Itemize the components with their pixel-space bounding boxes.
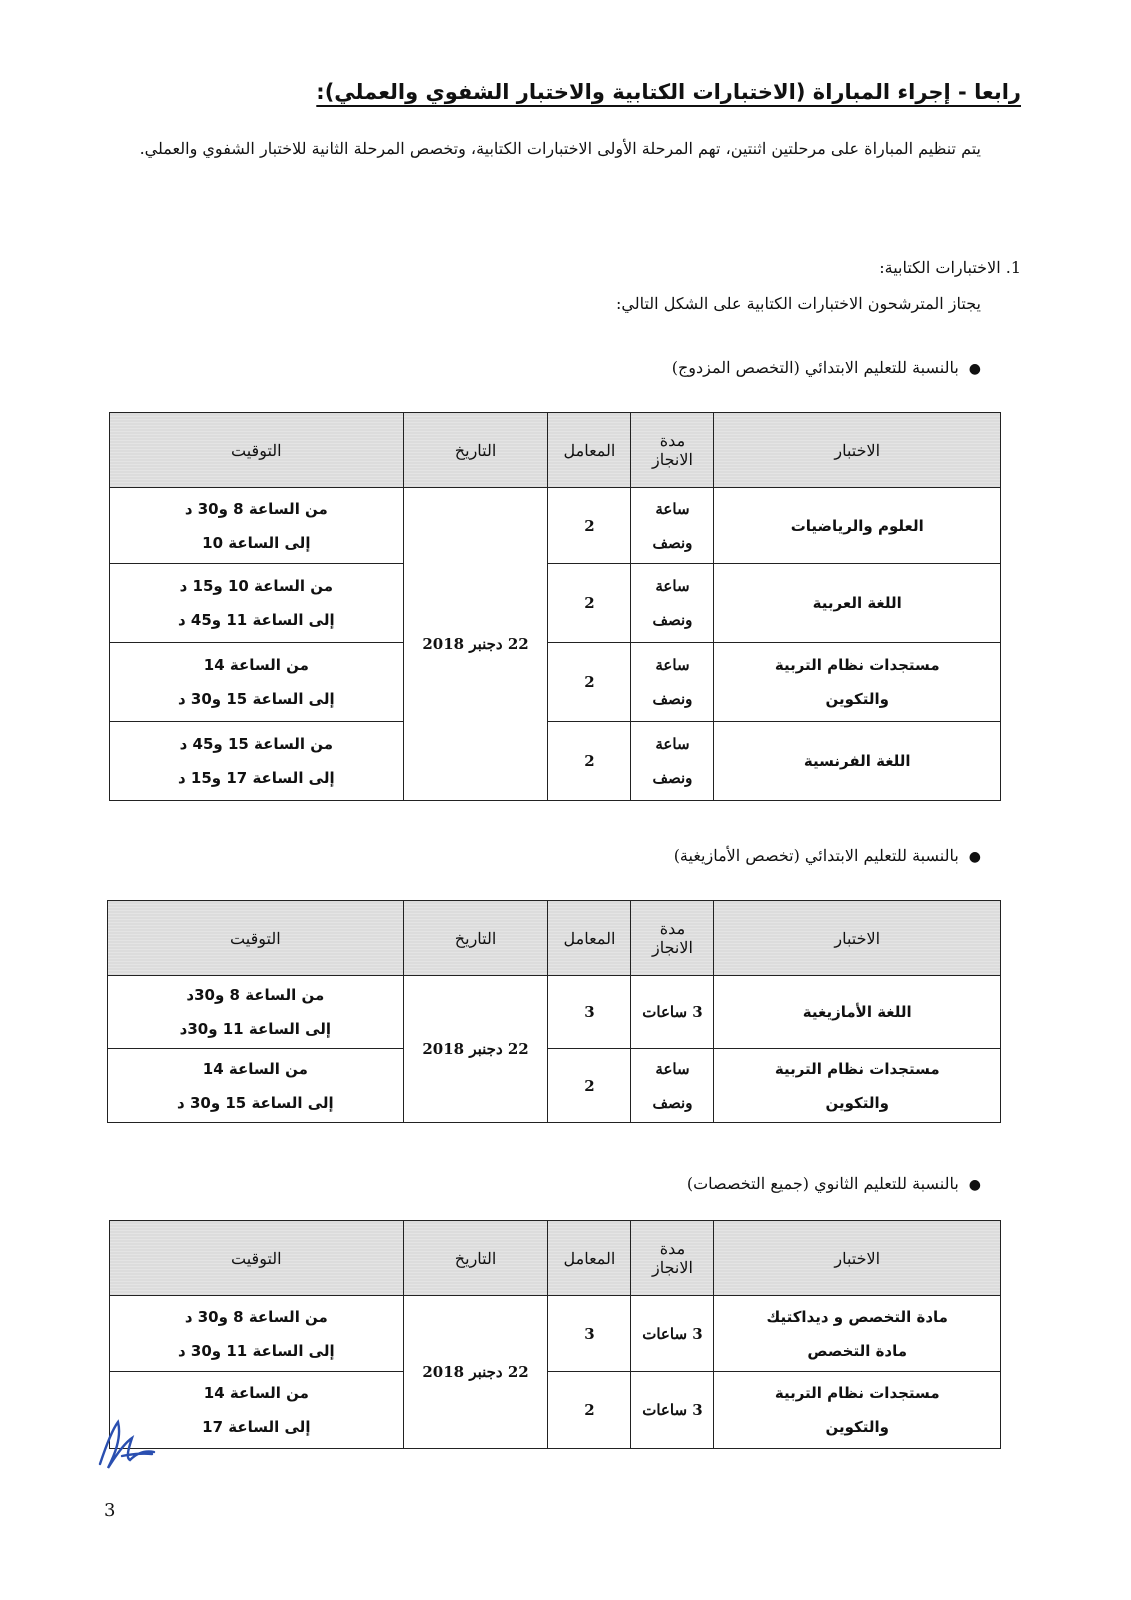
table-header-row [110,1221,1001,1296]
table-3-title [281,1174,981,1193]
timing: من الساعة 15 و45 د إلى الساعة 17 و15 د [110,722,404,801]
table-row [110,722,1001,801]
header-coefficient: المعامل [548,413,631,488]
header-timing: التوقيت [110,1221,404,1296]
written-exams-heading: 1. الاختبارات الكتابية: [879,258,1021,277]
coefficient: 3 [548,1296,631,1372]
exam-name: العلوم والرياضيات [714,488,1001,564]
timing: من الساعة 14 إلى الساعة 15 و30 د [108,1049,404,1123]
exam-date: 22 دجنبر 2018 [403,976,548,1123]
table-row [108,976,1001,1049]
bullet-icon: ● [968,361,981,377]
coefficient: 2 [548,1049,631,1123]
coefficient: 2 [548,722,631,801]
exam-name: اللغة الفرنسية [714,722,1001,801]
header-exam: الاختبار [714,1221,1001,1296]
duration: 3 ساعات [631,1372,714,1449]
coefficient: 2 [548,488,631,564]
header-date: التاريخ [403,1221,548,1296]
exam-table-3 [109,1220,1001,1449]
duration: ساعة ونصف [631,722,714,801]
duration: ساعة ونصف [631,1049,714,1123]
header-timing: التوقيت [108,901,404,976]
page-number: 3 [104,1500,116,1521]
header-coefficient: المعامل [548,1221,631,1296]
intro-paragraph: يتم تنظيم المباراة على مرحلتين اثنتين، تهم المرحلة الأولى الاختبارات الكتابية، وتخصص المرحلة الثانية للاختبار الشفوي والعملي. [139,139,981,158]
table-row [110,1372,1001,1449]
bullet-icon: ● [968,849,981,865]
header-date: التاريخ [403,413,548,488]
exam-name: مادة التخصص و ديداكتيك مادة التخصص [714,1296,1001,1372]
exam-date: 22 دجنبر 2018 [403,1296,548,1449]
header-exam: الاختبار [714,413,1001,488]
header-duration: مدة الانجاز [631,1221,714,1296]
header-duration: مدة الانجاز [631,413,714,488]
coefficient: 3 [548,976,631,1049]
table-3-title-text: بالنسبة للتعليم الثانوي (جميع التخصصات) [686,1174,959,1193]
timing: من الساعة 14 إلى الساعة 15 و30 د [110,643,404,722]
header-exam: الاختبار [714,901,1001,976]
section-title: رابعا - إجراء المباراة (الاختبارات الكتابية والاختبار الشفوي والعملي): [316,80,1021,104]
table-header-row [110,413,1001,488]
table-2-title-text: بالنسبة للتعليم الابتدائي (تخصص الأمازيغية) [673,846,959,865]
table-header-row [108,901,1001,976]
coefficient: 2 [548,564,631,643]
timing: من الساعة 8 و30د إلى الساعة 11 و30د [108,976,404,1049]
table-row [108,1049,1001,1123]
table-row [110,488,1001,564]
header-date: التاريخ [403,901,548,976]
coefficient: 2 [548,1372,631,1449]
table-1-title-text: بالنسبة للتعليم الابتدائي (التخصص المزدوج) [671,358,959,377]
header-coefficient: المعامل [548,901,631,976]
exam-name: اللغة الأمازيغية [714,976,1001,1049]
signature-icon [92,1412,162,1474]
exam-table-1 [109,412,1001,801]
exam-name: مستجدات نظام التربية والتكوين [714,1372,1001,1449]
timing: من الساعة 10 و15 د إلى الساعة 11 و45 د [110,564,404,643]
table-row [110,1296,1001,1372]
exam-name: اللغة العربية [714,564,1001,643]
duration: ساعة ونصف [631,564,714,643]
bullet-icon: ● [968,1177,981,1193]
table-row [110,643,1001,722]
exam-date: 22 دجنبر 2018 [403,488,548,801]
duration: 3 ساعات [631,1296,714,1372]
duration: ساعة ونصف [631,643,714,722]
exam-name: مستجدات نظام التربية والتكوين [714,643,1001,722]
exam-table-2 [107,900,1001,1123]
table-1-title [281,358,981,377]
timing: من الساعة 8 و30 د إلى الساعة 10 [110,488,404,564]
coefficient: 2 [548,643,631,722]
timing: من الساعة 8 و30 د إلى الساعة 11 و30 د [110,1296,404,1372]
table-row [110,564,1001,643]
timing: من الساعة 14 إلى الساعة 17 [110,1372,404,1449]
header-timing: التوقيت [110,413,404,488]
table-2-title [281,846,981,865]
written-exams-intro: يجتاز المترشحون الاختبارات الكتابية على الشكل التالي: [616,294,981,313]
duration: ساعة ونصف [631,488,714,564]
header-duration: مدة الانجاز [631,901,714,976]
exam-name: مستجدات نظام التربية والتكوين [714,1049,1001,1123]
duration: 3 ساعات [631,976,714,1049]
